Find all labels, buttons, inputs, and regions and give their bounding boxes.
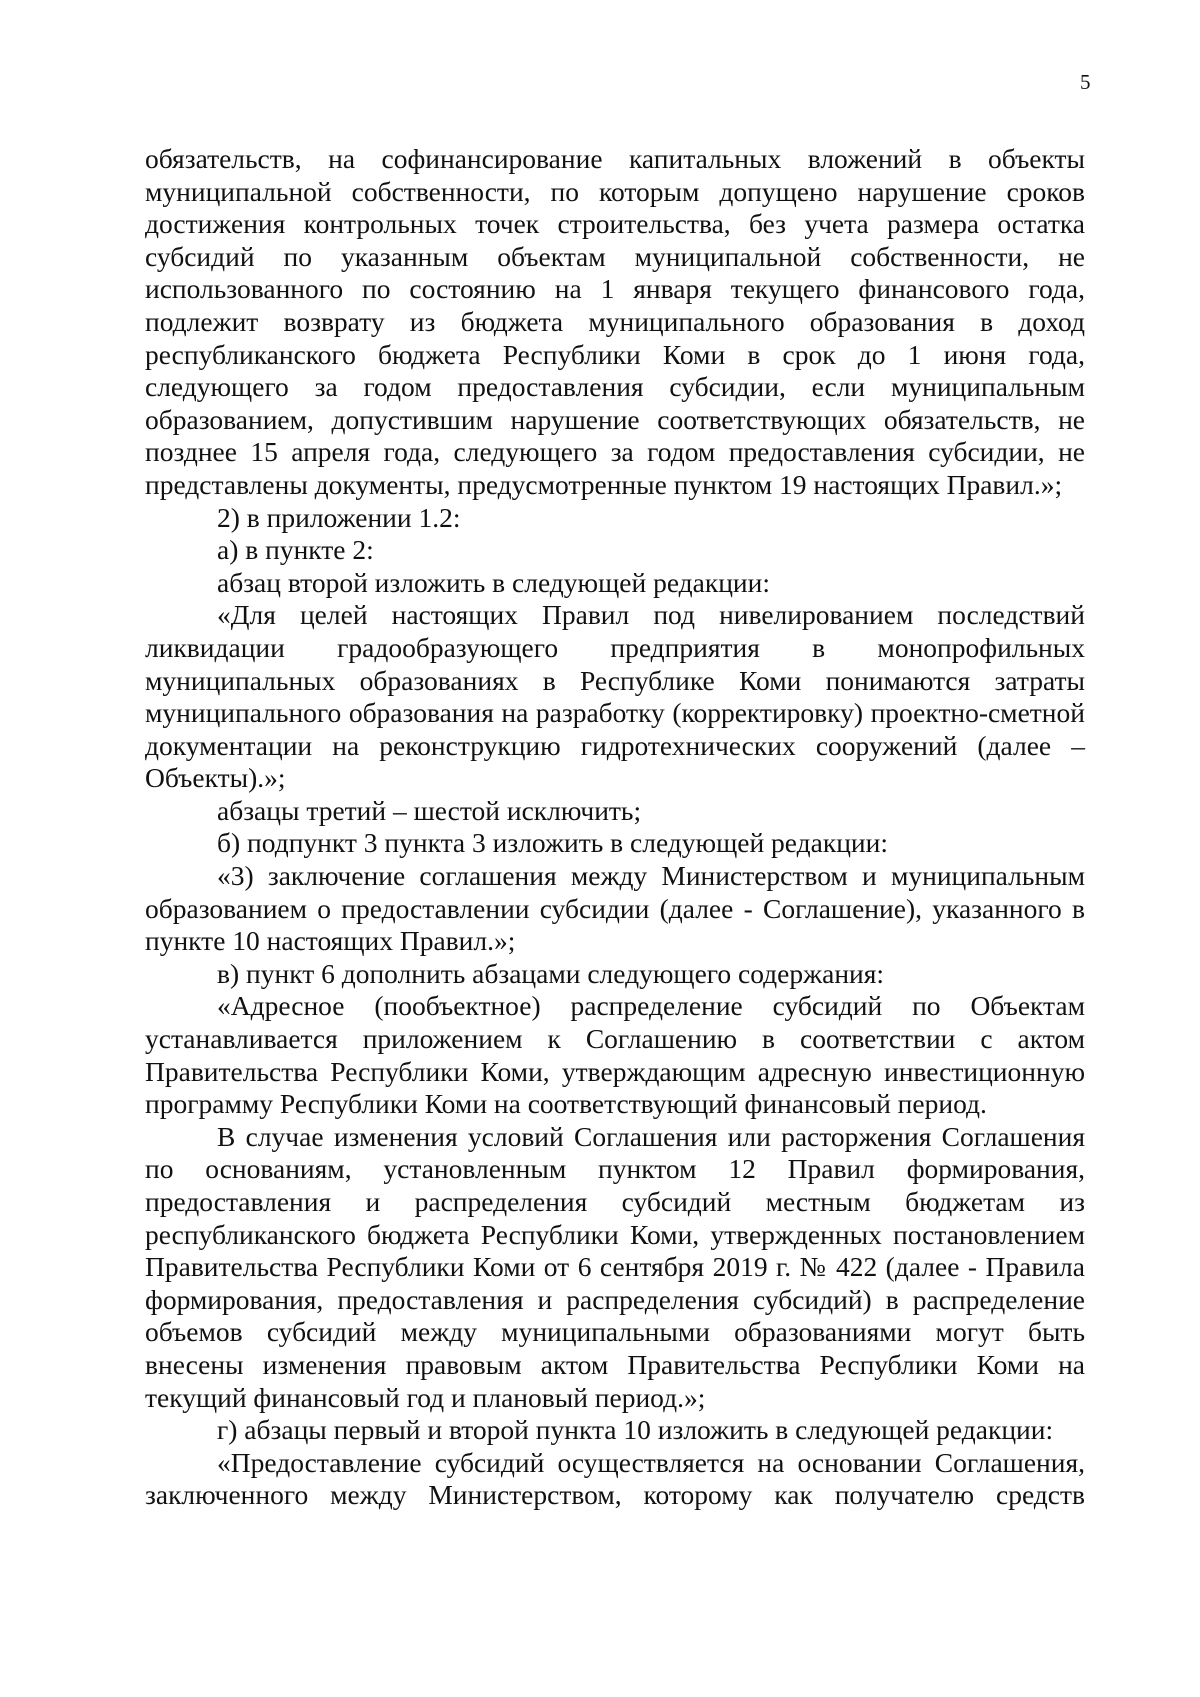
paragraph: 2) в приложении 1.2:	[217, 501, 461, 533]
paragraph: абзац второй изложить в следующей редакции:	[217, 566, 771, 598]
page-number: 5	[1080, 70, 1091, 94]
paragraph: В случае изменения условий Соглашения или расторжения Соглашения по основаниям, установленным пунктом 12 Правил формирования, предоставления и распределения субсидий местным бюджетам из республиканского бюджета Республики Коми, утвержденных постановлением Правительства Республики Коми от 6 сентября 2019 г. № 422 (далее - Правила формирования, предоставления и распределения субсидий) в распределение объемов субсидий между муниципальными образованиями могут быть внесены изменения правовым актом Правительства Республики Коми на текущий финансовый год и плановый период.»;	[145, 1120, 1085, 1413]
document-body	[145, 143, 1085, 1512]
paragraph: «Для целей настоящих Правил под нивелированием последствий ликвидации градообразующего предприятия в монопрофильных муниципальных образованиях в Республике Коми понимаются затраты муниципального образования на разработку (корректировку) проектно-сметной документации на реконструкцию гидротехнических сооружений (далее – Объекты).»;	[145, 599, 1085, 794]
paragraph: «3) заключение соглашения между Министерством и муниципальным образованием о предоставлении субсидии (далее - Соглашение), указанного в пункте 10 настоящих Правил.»;	[145, 860, 1085, 957]
paragraph: б) подпункт 3 пункта 3 изложить в следующей редакции:	[217, 827, 888, 859]
paragraph: г) абзацы первый и второй пункта 10 изложить в следующей редакции:	[217, 1414, 1054, 1446]
paragraph: «Адресное (пообъектное) распределение субсидий по Объектам устанавливается приложением к Соглашению в соответствии с актом Правительства Республики Коми, утверждающим адресную инвестиционную программу Республики Коми на соответствующий финансовый период.	[145, 990, 1085, 1120]
paragraph: абзацы третий – шестой исключить;	[217, 794, 642, 826]
paragraph: в) пункт 6 дополнить абзацами следующего содержания:	[217, 957, 885, 989]
paragraph: а) в пункте 2:	[217, 534, 374, 566]
paragraph: обязательств, на софинансирование капитальных вложений в объекты муниципальной собственности, по которым допущено нарушение сроков достижения контрольных точек строительства, без учета размера остатка субсидий по указанным объектам муниципальной собственности, не использованного по состоянию на 1 января текущего финансового года, подлежит возврату из бюджета муниципального образования в доход республиканского бюджета Республики Коми в срок до 1 июня года, следующего за годом предоставления субсидии, если муниципальным образованием, допустившим нарушение соответствующих обязательств, не позднее 15 апреля года, следующего за годом предоставления субсидии, не представлены документы, предусмотренные пунктом 19 настоящих Правил.»;	[145, 143, 1085, 500]
paragraph: «Предоставление субсидий осуществляется на основании Соглашения, заключенного между Министерством, которому как получателю средств	[145, 1446, 1085, 1511]
